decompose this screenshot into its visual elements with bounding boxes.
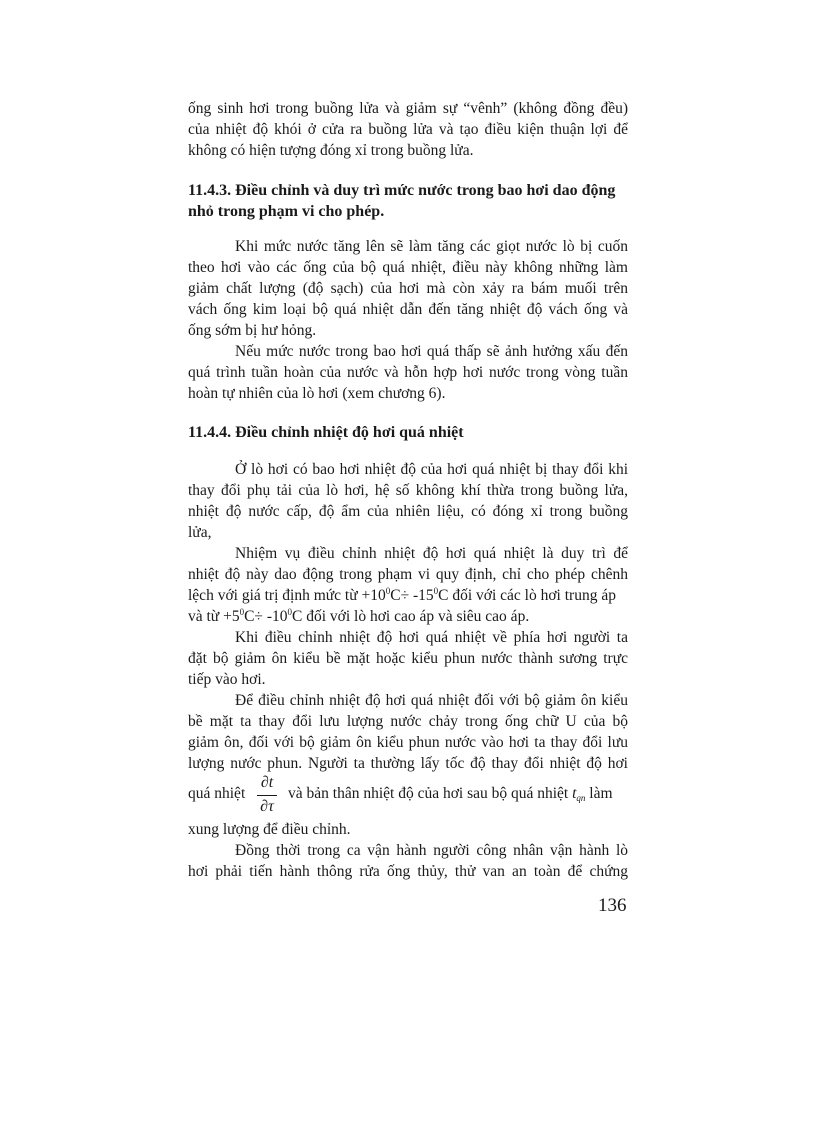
text-line: Ở lò hơi có bao hơi nhiệt độ của hơi quá nhiệt bị thay đổi khi [235, 461, 628, 478]
text-line: Đồng thời trong ca vận hành người công nhân vận hành lò [235, 842, 628, 859]
text-line: hoàn tự nhiên của lò hơi (xem chương 6). [188, 385, 446, 402]
variable-t-qn: $t_{qn}$ [572, 785, 586, 803]
text-line: Nhiệm vụ điều chỉnh nhiệt độ hơi quá nhiệt là duy trì để [235, 545, 628, 562]
text-line: lửa, [188, 524, 212, 541]
text-line: theo hơi vào các ống của bộ quá nhiệt, điều này không những làm [188, 259, 628, 276]
text-line: thay đổi phụ tải của lò hơi, hệ số không khí thừa trong buồng lửa, [188, 482, 628, 499]
section-heading: 11.4.4. Điều chỉnh nhiệt độ hơi quá nhiệt [188, 424, 464, 441]
fraction-denominator: ∂τ [260, 798, 274, 815]
text-line: hơi phải tiến hành thông rửa ống thủy, thử van an toàn để chứng [188, 863, 628, 880]
text-line: lượng nước phun. Người ta thường lấy tốc độ thay đổi nhiệt độ hơi [188, 755, 628, 772]
text-line: giảm chất lượng (độ sạch) của hơi mà còn xảy ra bám muối trên [188, 280, 628, 297]
text-line: Nếu mức nước trong bao hơi quá thấp sẽ ảnh hưởng xấu đến [235, 343, 628, 360]
fraction-bar [257, 795, 277, 796]
page-number: 136 [598, 895, 627, 916]
text-line: nhiệt độ này dao động trong phạm vi quy định, chỉ cho phép chênh [188, 566, 628, 583]
text-line: Khi điều chỉnh nhiệt độ hơi quá nhiệt về phía hơi người ta [235, 629, 628, 646]
text-line: bề mặt ta thay đổi lưu lượng nước chảy trong ống chữ U của bộ [188, 713, 628, 730]
text-line: quá nhiệt [188, 785, 246, 802]
text-line: không có hiện tượng đóng xỉ trong buồng lửa. [188, 142, 474, 159]
text-line: tiếp vào hơi. [188, 671, 266, 688]
text-line: ống sinh hơi trong buồng lửa và giảm sự “vênh” (không đồng đều) [188, 100, 628, 117]
text-line: Để điều chỉnh nhiệt độ hơi quá nhiệt đối với bộ giảm ôn kiểu [235, 692, 628, 709]
text-line: lệch với giá trị định mức từ $+10^0C\div -15^0C$ đối với các lò hơi trung áp [188, 586, 616, 604]
text-line: đặt bộ giảm ôn kiểu bề mặt hoặc kiểu phun nước thành sương trực [188, 650, 628, 667]
text-line: quá trình tuần hoàn của nước và hỗn hợp hơi nước trong vòng tuần [188, 364, 628, 381]
partial-derivative-fraction [256, 773, 278, 817]
fraction-numerator: ∂t [260, 774, 274, 791]
text-line: nhiệt độ nước cấp, độ ẩm của nhiên liệu, có đóng xỉ trong buồng [188, 503, 628, 520]
text-line: và từ $+5^0C\div -10^0C$ đối với lò hơi cao áp và siêu cao áp. [188, 607, 530, 625]
text-line: Khi mức nước tăng lên sẽ làm tăng các giọt nước lò bị cuốn [235, 238, 628, 255]
text-line: và bản thân nhiệt độ của hơi sau bộ quá nhiệt $t_{qn}$ làm [288, 785, 613, 803]
text-line: vách ống kim loại bộ quá nhiệt dẫn đến tăng nhiệt độ vách ống và [188, 301, 628, 318]
text-line: ống sớm bị hư hỏng. [188, 322, 317, 339]
section-heading: nhỏ trong phạm vi cho phép. [188, 203, 385, 220]
text-line: của nhiệt độ khói ở cửa ra buồng lửa và tạo điều kiện thuận lợi để [188, 121, 628, 138]
text-line: giảm ôn, đối với bộ giảm ôn kiểu phun nước vào hơi ta thay đổi lưu [188, 734, 628, 751]
section-heading: 11.4.3. Điều chỉnh và duy trì mức nước trong bao hơi dao động [188, 182, 616, 199]
text-line: xung lượng để điều chỉnh. [188, 821, 351, 838]
